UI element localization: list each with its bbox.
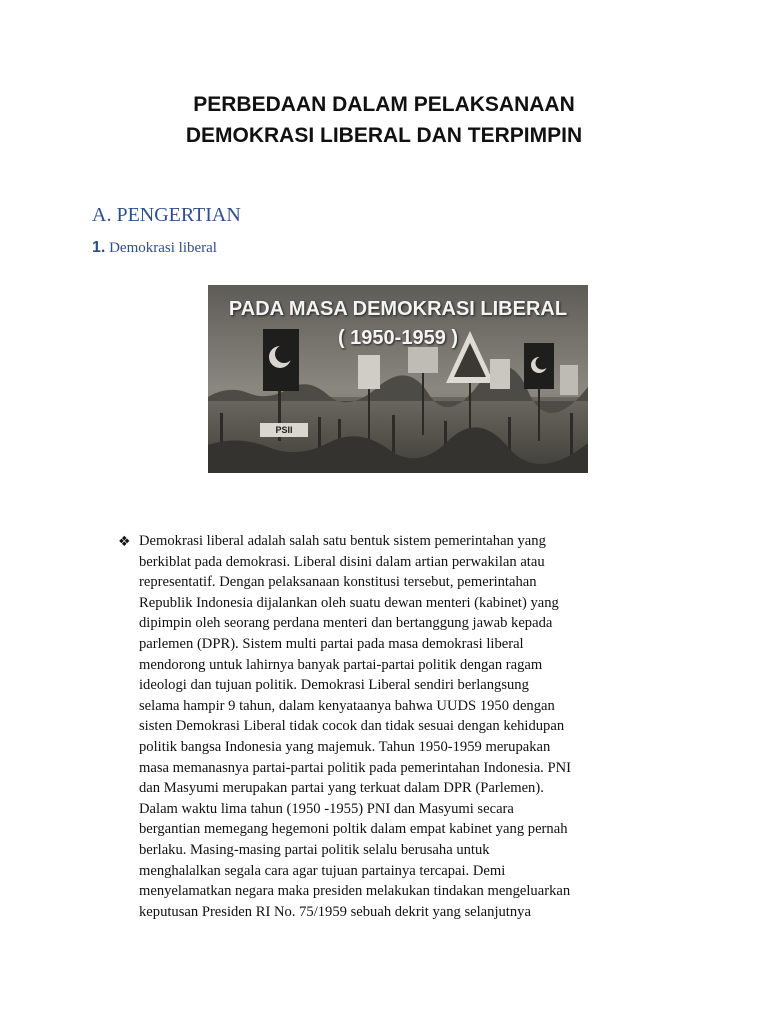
paragraph-line: sisten Demokrasi Liberal tidak cocok dan tidak sesuai dengan kehidupan (139, 718, 565, 735)
paragraph-line: Republik Indonesia dijalankan oleh suatu dewan menteri (kabinet) yang (139, 594, 559, 611)
section-heading: A. PENGERTIAN (92, 204, 241, 226)
paragraph-line: keputusan Presiden RI No. 75/1959 sebuah dekrit yang selanjutnya (139, 903, 531, 920)
paragraph-line: berlaku. Masing-masing partai politik selalu berusaha untuk (139, 841, 490, 858)
paragraph-line: Dalam waktu lima tahun (1950 -1955) PNI dan Masyumi secara (139, 800, 514, 817)
paragraph-line: Demokrasi liberal adalah salah satu bentuk sistem pemerintahan yang (139, 533, 546, 549)
title-line-1: PERBEDAAN DALAM PELAKSANAAN (193, 93, 575, 116)
paragraph-line: menghalalkan segala cara agar tujuan partainya tercapai. Demi (139, 862, 506, 879)
paragraph-line: dipimpin oleh seorang perdana menteri dan bertanggung jawab kepada (139, 615, 553, 632)
paragraph-line: parlemen (DPR). Sistem multi partai pada masa demokrasi liberal (139, 635, 524, 652)
psii-sign-label: PSII (275, 425, 293, 435)
paragraph-line: berkiblat pada demokrasi. Liberal disini dalam artian perwakilan atau (139, 553, 545, 570)
photo-caption-line-1: PADA MASA DEMOKRASI LIBERAL (228, 298, 568, 320)
paragraph-text (139, 531, 658, 922)
paragraph-line: bergantian memegang hegemoni poltik dalam empat kabinet yang pernah (139, 821, 568, 838)
paragraph-line: menyelamatkan negara maka presiden melakukan tindakan mengeluarkan (139, 883, 571, 900)
paragraph-line: representatif. Dengan pelaksanaan konstitusi tersebut, pemerintahan (139, 574, 537, 591)
paragraph-line: dan Masyumi merupakan partai yang terkuat dalam DPR (Parlemen). (139, 780, 544, 797)
historical-photo (208, 285, 588, 473)
subheading (92, 239, 217, 257)
paragraph-line: masa memanasnya partai-partai politik pada pemerintahan Indonesia. PNI (139, 759, 571, 776)
bullet-paragraph (118, 531, 658, 922)
diamond-star-bullet-icon: ❖ (118, 534, 131, 550)
subheading-text: Demokrasi liberal (109, 240, 217, 256)
paragraph-line: mendorong untuk lahirnya banyak partai-partai politik dengan ragam (139, 656, 543, 673)
photo-caption-line-2: ( 1950-1959 ) (337, 327, 459, 349)
paragraph-line: ideologi dan tujuan politik. Demokrasi Liberal sendiri berlangsung (139, 677, 529, 694)
subheading-number: 1. (92, 239, 106, 256)
photo-caption (208, 295, 588, 353)
document-title (0, 89, 768, 151)
title-line-2: DEMOKRASI LIBERAL DAN TERPIMPIN (185, 124, 583, 147)
paragraph-line: selama hampir 9 tahun, dalam kenyataanya bahwa UUDS 1950 dengan (139, 697, 555, 714)
paragraph-line: politik bangsa Indonesia yang majemuk. Tahun 1950-1959 merupakan (139, 738, 551, 755)
